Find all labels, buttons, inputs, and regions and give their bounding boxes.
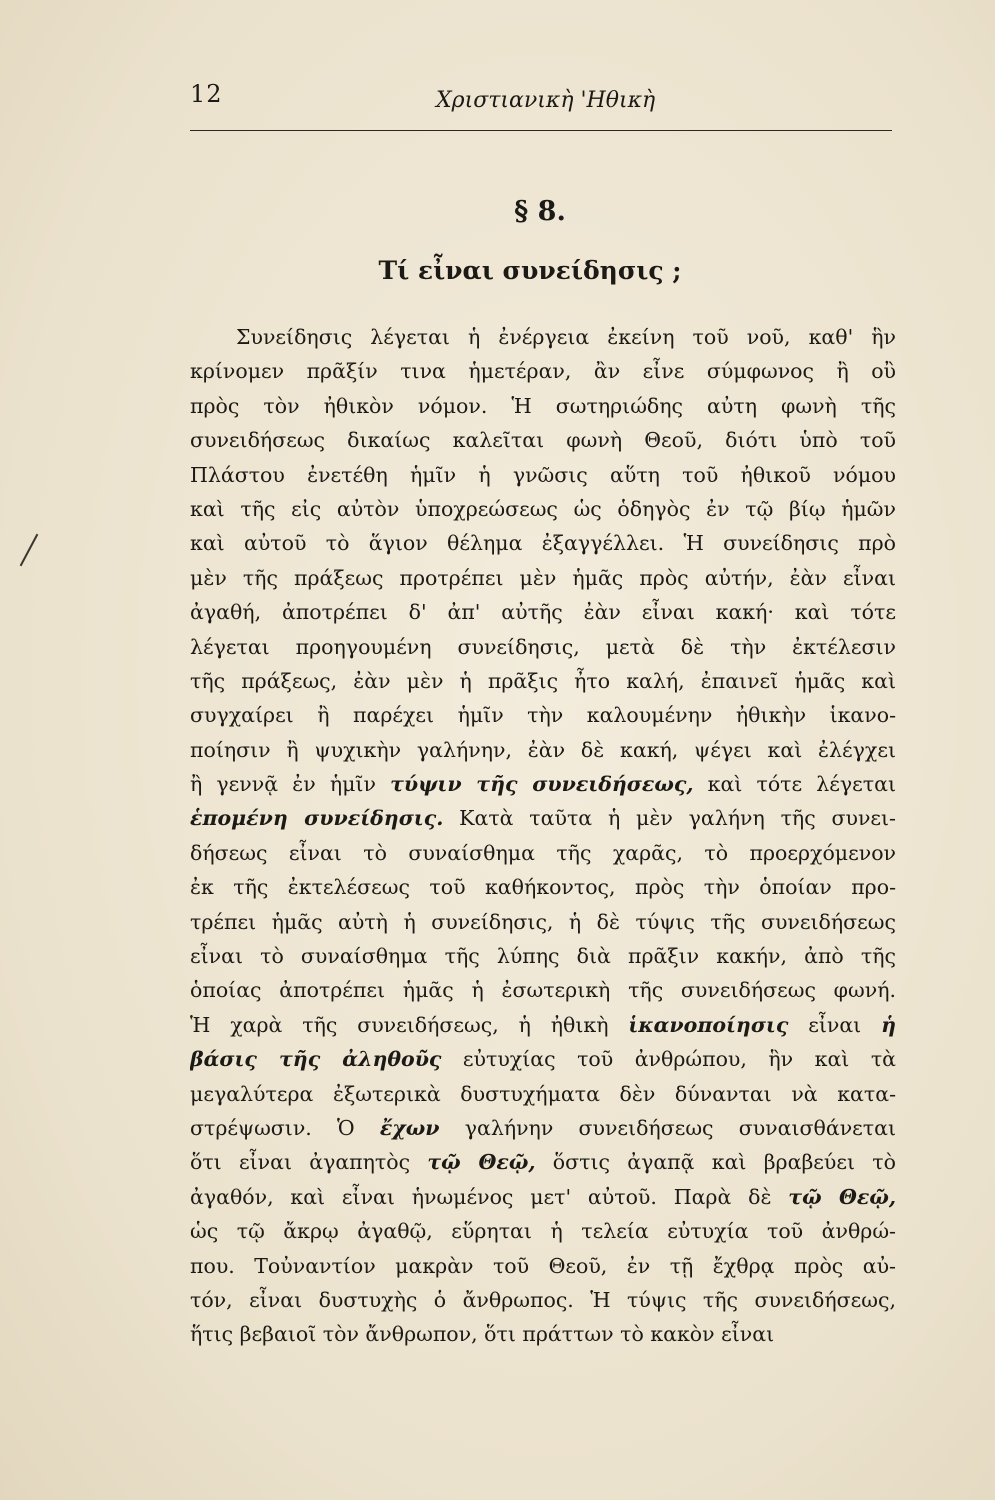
emphasized-text: τύψιν τῆς συνειδήσεως, <box>390 772 694 797</box>
text-line <box>190 939 896 973</box>
text-run: πρὸς τὸν ἠθικὸν νόμον. Ἡ σωτηριώδης αὐτη φωνὴ τῆς <box>190 393 896 418</box>
text-run: ποίησιν ἢ ψυχικὴν γαλήνην, ἐὰν δὲ κακή, ψέγει καὶ ἐλέγχει <box>190 737 896 762</box>
text-line <box>190 1317 896 1351</box>
text-run: ἢ γεννᾷ ἐν ἡμῖν <box>190 772 391 797</box>
text-run: ὁποίας ἀποτρέπει ἡμᾶς ἡ ἐσωτερικὴ τῆς συνειδήσεως φωνή. <box>190 978 896 1003</box>
text-run: κρίνομεν πρᾶξίν τινα ἡμετέραν, ἂν εἶνε σύμφωνος ἢ οὒ <box>190 359 896 384</box>
text-line <box>190 630 896 664</box>
emphasized-text: ἱκανοποίησις <box>628 1012 789 1037</box>
text-line <box>190 698 896 732</box>
emphasized-text: ἡ <box>881 1012 896 1037</box>
text-run: εἶναι τὸ συναίσθημα τῆς λύπης διὰ πρᾶξιν κακήν, ἀπὸ τῆς <box>190 944 896 969</box>
emphasized-text: ἑπομένη συνείδησις. <box>190 806 444 831</box>
text-line <box>190 1214 896 1248</box>
text-line <box>190 664 896 698</box>
text-run: τῆς πράξεως, ἐὰν μὲν ἡ πρᾶξις ἦτο καλή, ἐπαινεῖ ἡμᾶς καὶ <box>190 668 896 693</box>
section-number: § 8. <box>514 196 566 227</box>
text-line <box>190 354 896 388</box>
text-run: καὶ αὐτοῦ τὸ ἅγιον θέλημα ἐξαγγέλλει. Ἡ συνείδησις πρὸ <box>190 531 896 556</box>
text-line <box>190 1283 896 1317</box>
text-line <box>190 1249 896 1283</box>
text-line <box>190 973 896 1007</box>
header-rule <box>190 130 892 131</box>
text-run: Ἡ χαρὰ τῆς συνειδήσεως, ἡ ἠθικὴ <box>190 1012 629 1037</box>
text-run: που. Τοὐναντίον μακρὰν τοῦ Θεοῦ, ἐν τῇ ἔχθρᾳ πρὸς αὐ- <box>190 1253 896 1278</box>
text-line <box>190 458 896 492</box>
text-line <box>190 492 896 526</box>
text-line <box>190 1145 896 1179</box>
text-run: ὅστις ἀγαπᾷ καὶ βραβεύει τὸ <box>535 1150 896 1175</box>
text-line <box>190 870 896 904</box>
text-run: ἀγαθή, ἀποτρέπει δ' ἀπ' αὐτῆς ἐὰν εἶναι κακή· καὶ τότε <box>190 600 896 625</box>
text-run: ἀγαθόν, καὶ εἶναι ἡνωμένος μετ' αὐτοῦ. Παρὰ δὲ <box>190 1184 789 1209</box>
text-run: ἐκ τῆς ἐκτελέσεως τοῦ καθήκοντος, πρὸς τὴν ὁποίαν προ- <box>190 875 896 900</box>
text-run: Πλάστου ἐνετέθη ἡμῖν ἡ γνῶσις αὕτη τοῦ ἠθικοῦ νόμου <box>190 462 896 487</box>
text-run: συγχαίρει ἢ παρέχει ἡμῖν τὴν καλουμένην ἠθικὴν ἱκανο- <box>190 703 896 728</box>
page-number: 12 <box>190 80 223 108</box>
text-run: τόν, εἶναι δυστυχὴς ὁ ἄνθρωπος. Ἡ τύψις τῆς συνειδήσεως, <box>190 1287 896 1312</box>
text-run: συνειδήσεως δικαίως καλεῖται φωνὴ Θεοῦ, διότι ὑπὸ τοῦ <box>190 428 896 453</box>
text-run: καὶ τότε λέγεται <box>693 772 896 797</box>
text-run: μεγαλύτερα ἐξωτερικὰ δυστυχήματα δὲν δύνανται νὰ κατα- <box>190 1081 896 1106</box>
text-line <box>190 320 896 354</box>
emphasized-text: τῷ Θεῷ, <box>427 1150 536 1175</box>
text-run: στρέψωσιν. Ὁ <box>190 1115 380 1140</box>
text-run: καὶ τῆς εἰς αὐτὸν ὑποχρεώσεως ὡς ὁδηγὸς ἐν τῷ βίῳ ἡμῶν <box>190 496 896 521</box>
text-line <box>190 836 896 870</box>
text-run: εὐτυχίας τοῦ ἀνθρώπου, ἣν καὶ τὰ <box>441 1047 896 1072</box>
text-line <box>190 767 896 801</box>
text-line <box>190 905 896 939</box>
text-line <box>190 1008 896 1042</box>
text-run: Συνείδησις λέγεται ἡ ἐνέργεια ἐκείνη τοῦ νοῦ, καθ' ἣν <box>236 325 896 349</box>
text-line <box>190 733 896 767</box>
margin-pencil-mark <box>20 534 39 567</box>
text-line <box>190 1042 896 1076</box>
emphasized-text: βάσις τῆς ἀληθοῦς <box>190 1047 442 1072</box>
text-run: μὲν τῆς πράξεως προτρέπει μὲν ἡμᾶς πρὸς αὐτήν, ἐὰν εἶναι <box>190 565 896 590</box>
text-run: Κατὰ ταῦτα ἡ μὲν γαλήνη τῆς συνει- <box>443 806 896 831</box>
body-text <box>190 320 896 1352</box>
text-line <box>190 526 896 560</box>
emphasized-text: τῷ Θεῷ, <box>788 1184 896 1209</box>
emphasized-text: ἔχων <box>379 1115 440 1140</box>
text-run: ἥτις βεβαιοῖ τὸν ἄνθρωπον, ὅτι πράττων τὸ κακὸν εἶναι <box>190 1322 775 1347</box>
running-head-title: Χριστιανικὴ 'Ηθικὴ <box>436 88 656 113</box>
section-title: Τί εἶναι συνείδησις ; <box>378 256 682 285</box>
text-line <box>190 1111 896 1145</box>
text-run: δήσεως εἶναι τὸ συναίσθημα τῆς χαρᾶς, τὸ προερχόμενον <box>190 840 896 865</box>
text-line <box>190 389 896 423</box>
text-line <box>190 1180 896 1214</box>
text-line <box>190 423 896 457</box>
text-run: εἶναι <box>788 1012 882 1037</box>
text-run: ὡς τῷ ἄκρῳ ἀγαθῷ, εὕρηται ἡ τελεία εὐτυχία τοῦ ἀνθρώ- <box>190 1219 896 1244</box>
text-line <box>190 561 896 595</box>
text-run: λέγεται προηγουμένη συνείδησις, μετὰ δὲ τὴν ἐκτέλεσιν <box>190 634 896 659</box>
text-line <box>190 1077 896 1111</box>
text-line <box>190 801 896 835</box>
text-run: γαλήνην συνειδήσεως συναισθάνεται <box>439 1115 896 1140</box>
text-run: ὅτι εἶναι ἀγαπητὸς <box>190 1150 428 1175</box>
text-line <box>190 595 896 629</box>
text-run: τρέπει ἡμᾶς αὐτὴ ἡ συνείδησις, ἡ δὲ τύψις τῆς συνειδήσεως <box>190 909 896 934</box>
